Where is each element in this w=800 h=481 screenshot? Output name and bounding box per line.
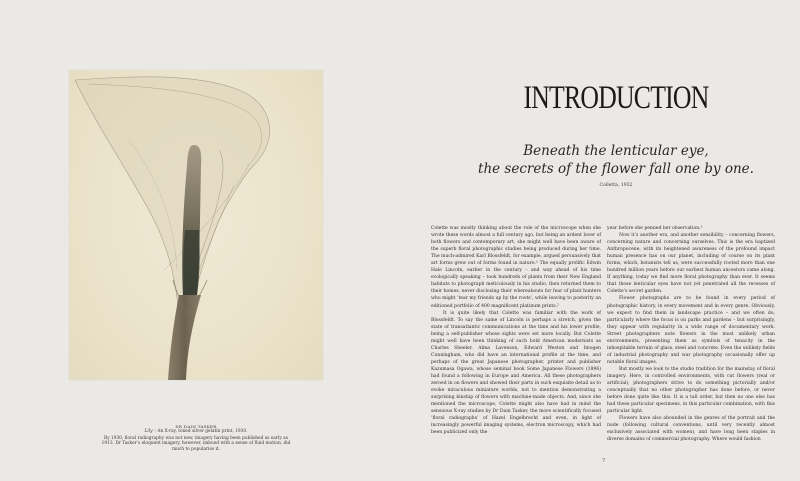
plate-caption xyxy=(100,424,292,452)
body-column-right xyxy=(607,225,775,443)
body-paragraph: Colette was mostly thinking about the role of the microscope when she wrote these words almost a full century ago, but being an ardent lover of both flowers and contemporary art, she might well have been aware of the superb floral photographic studies being produced during her time. The much-admired Karl Blossfeldt, for example, argued persuasively that art forms grew out of forms found in nature.¹ The equally prolific Edwin Hale Lincoln, earlier in the century – and way ahead of his time ecologically speaking – took hundreds of plants from their New England habitats to photograph meticulously in his studio, then returned them to their homes, never disclosing their whereabouts for fear of plant hunters who might ‘tear my friends up by the roots’, while leaving to posterity an editioned portfolio of 400 magnificent platinum prints.² xyxy=(431,226,601,309)
body-paragraph: Now it’s another era, and another sensibility – concerning flowers, concerning nature and concerning ourselves. This is the era baptized Anthropocene, with its heightened awareness of the profound impact human presence has on our planet, including of course on its plant forms, which, botanists tell us, were successfully rooted more than one hundred million years before our earliest human ancestors came along. If anything, today we find more floral photography than ever. It seems that those lenticular eyes have not yet penetrated all the recesses of Colette’s secret garden. xyxy=(607,233,775,295)
caption-description: By 1930, floral radiography was not new, imagery having been published as early as 1913. Dr Tasker’s eloquent imagery, however, imbued with a sense of fluid motion, did much to popularise it. xyxy=(101,435,291,452)
caption-work-details: – An X-ray, toned silver gelatin print, 1930. xyxy=(152,429,248,435)
body-paragraph: It is quite likely that Colette was familiar with the work of Blossfeldt. To say the same of Lincoln is perhaps a stretch, given the state of transatlantic communications at the time and his lower profile, being a self-publisher whose sights were set more locally. But Colette might well have been thinking of such bold American modernists as Charles Sheeler, Alma Lavenson, Edward Weston and Imogen Cunningham, who did have an international profile at the time, and perhaps of the great Japanese photographer, printer and publisher Kazumasa Ogawa, whose seminal book Some Japanese Flowers (1896) had found a following in Europe and America. All these photographers zeroed in on flowers and showed their parts in such exquisite detail as to evoke miraculous miniature worlds, not to mention demonstrating a surprising kinship of flowers with machine-made objects. And, since she mentioned the microscope, Colette might also have had in mind the sensuous X-ray studies by Dr Dain Tasker, the more scientifically focused ‘floral radiographs’ of Hazel Engelbrecht and even, in light of increasingly powerful imaging systems, electron microscopy, which had been publicized only the xyxy=(431,310,601,436)
caption-artist: DR DAIN TASKER xyxy=(175,424,217,429)
body-paragraph: Flower photographs are to be found in every period of photographic history, in every movement and in every genre. Obviously, we expect to find them in landscape practice – and we often do, particularly where the focus is on parks and gardens – but surprisingly, they appear with regularity in a wide range of documentary work. Street photographers note flowers in the most unlikely urban environments, presenting them as symbols of tenacity in the inhospitable terrain of glass, steel and concrete. Even the unlikely fields of industrial photography and war photography occasionally offer up notable floral images. xyxy=(607,296,775,365)
body-paragraph: year before she penned her observation.³ xyxy=(607,226,703,231)
epigraph-line-1: Beneath the lenticular eye, xyxy=(523,143,709,159)
body-paragraph: Flowers have also abounded in the genres of the portrait and the nude (following cultural conventions, until very recently almost exclusively associated with women), and have long been staples in diverse domains of commercial photography. Where would fashion xyxy=(607,416,775,443)
page-number: 7 xyxy=(602,458,606,464)
lily-xray-plate xyxy=(69,70,323,380)
epigraph-attribution: Colletta, 1932 xyxy=(599,183,633,188)
lily-xray-image xyxy=(69,70,323,380)
caption-work-title: Lily xyxy=(144,429,153,435)
caption-title xyxy=(100,429,292,434)
body-paragraph: But mostly we look to the studio tradition for the mainstay of floral imagery. Here, in controlled environments, with cut flowers (real or artificial), photographers strive to do something pictorially and/or conceptually that no other photographer has done before, or never before done quite like this. It is a tall order, but then no one else has had these particular specimens, in this particular combination, with this particular light. xyxy=(607,366,775,415)
epigraph-line-2: the secrets of the flower fall one by one. xyxy=(478,161,754,177)
epigraph xyxy=(440,142,792,178)
chapter-title: INTRODUCTION xyxy=(523,80,709,116)
body-column-left xyxy=(431,225,601,436)
